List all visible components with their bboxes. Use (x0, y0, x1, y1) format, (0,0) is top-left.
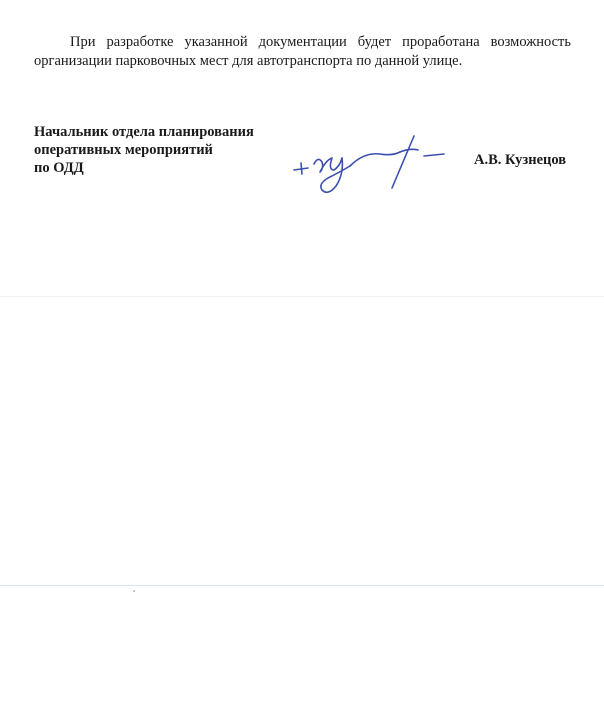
signatory-title-line-2: оперативных мероприятий (34, 142, 213, 158)
signatory-title-line-1: Начальник отдела планирования (34, 124, 254, 140)
page-edge-line (0, 585, 604, 586)
scan-speck (133, 590, 135, 592)
handwritten-signature (288, 130, 448, 200)
page-fold-line (0, 296, 604, 297)
body-paragraph (34, 33, 571, 70)
signatory-title-line-3: по ОДД (34, 160, 84, 176)
body-line-2: организации парковочных мест для автотранспорта по данной улице. (34, 52, 463, 69)
signatory-name: А.В. Кузнецов (474, 152, 567, 168)
signatory-title (34, 123, 294, 177)
body-line-1: При разработке указанной документации будет проработана возможность (70, 34, 571, 50)
